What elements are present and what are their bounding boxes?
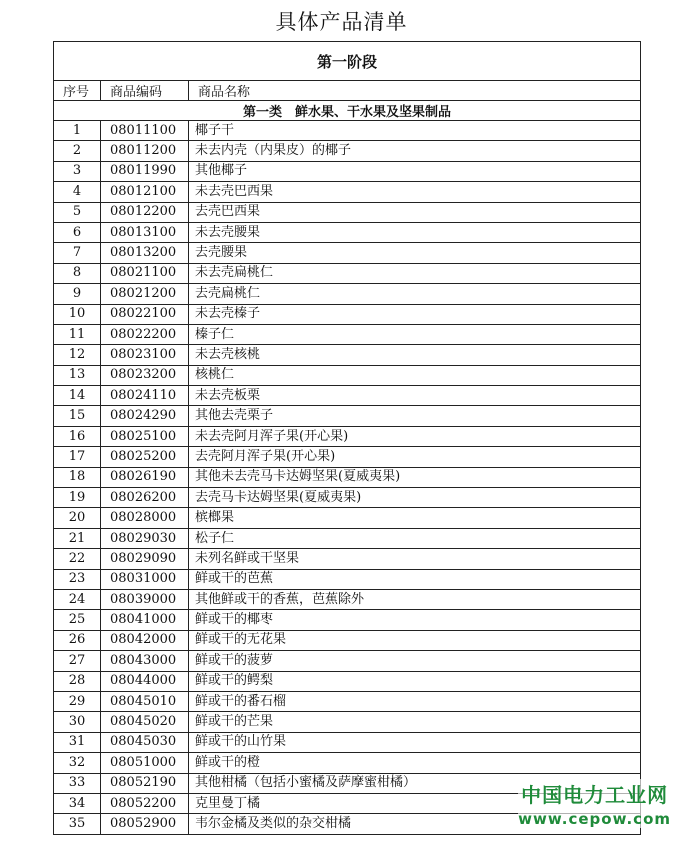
product-name: 未去壳榛子 [189,304,641,324]
row-number: 17 [54,447,101,467]
table-row [54,732,641,752]
table-row [54,467,641,487]
row-number: 29 [54,691,101,711]
product-name: 未去壳扁桃仁 [189,263,641,283]
product-code: 08023200 [101,365,189,385]
row-number: 21 [54,528,101,548]
row-number: 14 [54,386,101,406]
product-code: 08052190 [101,773,189,793]
product-code: 08011990 [101,161,189,181]
row-number: 24 [54,589,101,609]
table-row [54,121,641,141]
table-row [54,691,641,711]
product-code: 08021200 [101,284,189,304]
product-name: 其他未去壳马卡达姆坚果(夏威夷果) [189,467,641,487]
product-code: 08012100 [101,182,189,202]
row-number: 22 [54,549,101,569]
table-row [54,141,641,161]
product-code: 08025200 [101,447,189,467]
table-row [54,447,641,467]
product-code: 08052200 [101,793,189,813]
table-row [54,324,641,344]
product-name: 克里曼丁橘 [189,793,641,813]
row-number: 27 [54,651,101,671]
product-name: 去壳扁桃仁 [189,284,641,304]
product-name: 鲜或干的山竹果 [189,732,641,752]
watermark [518,779,671,828]
row-number: 20 [54,508,101,528]
category-title: 第一类 鲜水果、干水果及坚果制品 [54,101,641,121]
table-row [54,304,641,324]
product-name: 去壳阿月浑子果(开心果) [189,447,641,467]
table-row [54,182,641,202]
row-number: 3 [54,161,101,181]
table-row [54,549,641,569]
product-name: 槟榔果 [189,508,641,528]
row-number: 16 [54,426,101,446]
product-name: 鲜或干的番石榴 [189,691,641,711]
page-title: 具体产品清单 [275,10,408,34]
stage-row [54,42,641,81]
product-name: 其他去壳栗子 [189,406,641,426]
row-number: 33 [54,773,101,793]
table-row [54,630,641,650]
row-number: 7 [54,243,101,263]
row-number: 23 [54,569,101,589]
header-row [54,81,641,101]
row-number: 12 [54,345,101,365]
product-code: 08011100 [101,121,189,141]
row-number: 30 [54,712,101,732]
table-row [54,243,641,263]
table-row [54,488,641,508]
product-name: 未去壳核桃 [189,345,641,365]
product-name: 去壳巴西果 [189,202,641,222]
product-code: 08026200 [101,488,189,508]
product-name: 其他椰子 [189,161,641,181]
product-code: 08024110 [101,386,189,406]
row-number: 19 [54,488,101,508]
product-code: 08045020 [101,712,189,732]
row-number: 1 [54,121,101,141]
row-number: 6 [54,222,101,242]
stage-title: 第一阶段 [54,42,641,81]
product-name: 椰子干 [189,121,641,141]
product-code: 08052900 [101,814,189,834]
row-number: 31 [54,732,101,752]
table-row [54,202,641,222]
product-name: 未去壳腰果 [189,222,641,242]
product-code: 08029090 [101,549,189,569]
product-code: 08051000 [101,753,189,773]
column-header-code: 商品编码 [101,81,189,101]
product-code: 08045030 [101,732,189,752]
column-header-name: 商品名称 [189,81,641,101]
row-number: 15 [54,406,101,426]
row-number: 10 [54,304,101,324]
product-code: 08025100 [101,426,189,446]
row-number: 9 [54,284,101,304]
product-code: 08028000 [101,508,189,528]
product-name: 鲜或干的芒果 [189,712,641,732]
product-name: 未去壳巴西果 [189,182,641,202]
row-number: 13 [54,365,101,385]
row-number: 28 [54,671,101,691]
product-code: 08043000 [101,651,189,671]
product-name: 鲜或干的芭蕉 [189,569,641,589]
table-row [54,386,641,406]
table-row [54,365,641,385]
product-name: 鲜或干的椰枣 [189,610,641,630]
table-row [54,569,641,589]
product-name: 其他鲜或干的香蕉，芭蕉除外 [189,589,641,609]
table-row [54,263,641,283]
product-name: 鲜或干的无花果 [189,630,641,650]
row-number: 5 [54,202,101,222]
table-row [54,589,641,609]
table-row [54,284,641,304]
product-code: 08022100 [101,304,189,324]
row-number: 32 [54,753,101,773]
product-name: 未去壳阿月浑子果(开心果) [189,426,641,446]
category-row [54,101,641,121]
product-code: 08021100 [101,263,189,283]
product-code: 08013200 [101,243,189,263]
row-number: 26 [54,630,101,650]
product-name: 韦尔金橘及类似的杂交柑橘 [189,814,641,834]
table-row [54,671,641,691]
table-row [54,651,641,671]
watermark-name: 中国电力工业网 [521,783,669,807]
product-table [53,41,641,835]
table-row [54,222,641,242]
product-name: 鲜或干的鳄梨 [189,671,641,691]
table-row [54,345,641,365]
table-row [54,712,641,732]
product-name: 去壳腰果 [189,243,641,263]
product-code: 08031000 [101,569,189,589]
table-row [54,753,641,773]
table-row [54,161,641,181]
row-number: 34 [54,793,101,813]
product-code: 08039000 [101,589,189,609]
product-code: 08023100 [101,345,189,365]
product-name: 未去内壳（内果皮）的椰子 [189,141,641,161]
product-code: 08041000 [101,610,189,630]
table-row [54,508,641,528]
row-number: 35 [54,814,101,834]
product-name: 未去壳板栗 [189,386,641,406]
row-number: 18 [54,467,101,487]
column-header-no: 序号 [54,81,101,101]
product-code: 08024290 [101,406,189,426]
product-name: 松子仁 [189,528,641,548]
row-number: 25 [54,610,101,630]
table-row [54,528,641,548]
product-code: 08029030 [101,528,189,548]
product-name: 未列名鲜或干坚果 [189,549,641,569]
row-number: 8 [54,263,101,283]
table-body [54,121,641,835]
product-code: 08026190 [101,467,189,487]
table-row [54,610,641,630]
row-number: 4 [54,182,101,202]
product-code: 08042000 [101,630,189,650]
product-name: 榛子仁 [189,324,641,344]
product-name: 核桃仁 [189,365,641,385]
product-code: 08022200 [101,324,189,344]
table-row [54,406,641,426]
product-code: 08011200 [101,141,189,161]
product-code: 08044000 [101,671,189,691]
product-name: 鲜或干的橙 [189,753,641,773]
product-code: 08013100 [101,222,189,242]
product-code: 08045010 [101,691,189,711]
product-name: 鲜或干的菠萝 [189,651,641,671]
watermark-url: www.cepow.com [518,810,671,828]
product-name: 去壳马卡达姆坚果(夏威夷果) [189,488,641,508]
row-number: 2 [54,141,101,161]
row-number: 11 [54,324,101,344]
product-code: 08012200 [101,202,189,222]
product-name: 其他柑橘（包括小蜜橘及萨摩蜜柑橘） [189,773,641,793]
table-row [54,426,641,446]
